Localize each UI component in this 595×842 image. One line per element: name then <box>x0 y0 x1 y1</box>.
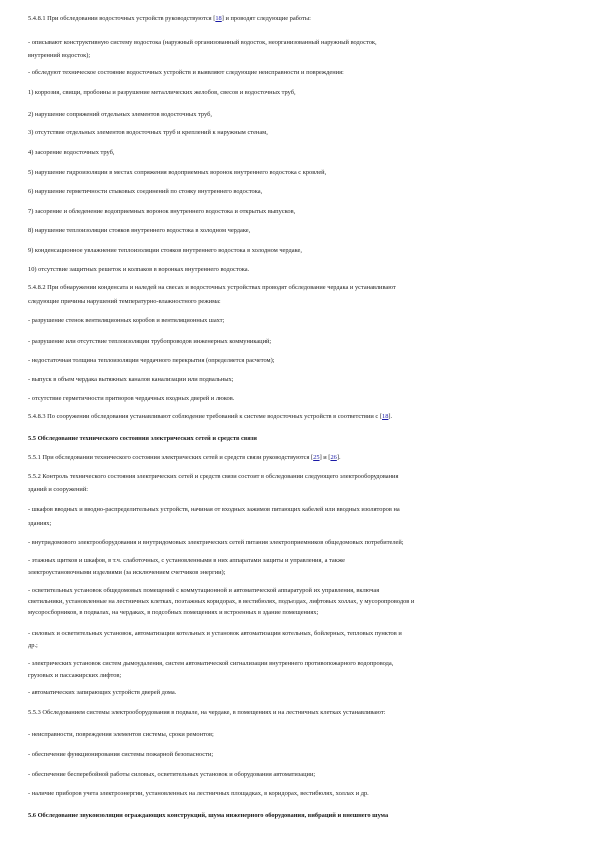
line-text: зданий и сооружений: <box>28 486 89 493</box>
reference-link[interactable]: 25 <box>313 454 320 461</box>
line-text: 5.5 Обследование технического состояния электрических сетей и средств связи <box>28 435 257 442</box>
line-text: - осветительных установок общедомовых помещений с коммутационной и автоматической аппаратурой их управления, включая <box>28 587 380 594</box>
paragraph-line <box>28 110 573 119</box>
line-text: 5.5.3 Обследованием системы электрооборудования в подвале, на чердаке, в помещениях и на лестничных клетках устанавливают: <box>28 709 386 716</box>
paragraph-line <box>28 770 573 779</box>
paragraph-line <box>28 394 573 403</box>
paragraph-line <box>28 38 573 47</box>
line-text: грузовых и пассажирских лифтов; <box>28 672 122 679</box>
line-text: 5) нарушение гидроизоляции в местах сопряжения водоприемных воронок внутреннего водостока с кровлей, <box>28 169 327 176</box>
line-text: - этажных щитков и шкафов, в т.ч. слаботочных, с установленными в них аппаратами защиты и управления, а также <box>28 557 346 564</box>
paragraph-line <box>28 472 573 481</box>
line-text: 6) нарушение герметичности стыковых соединений по стояку внутреннего водостока, <box>28 188 263 195</box>
line-text: др.; <box>28 642 38 649</box>
line-text: 1) коррозия, свищи, пробоины и разрушение металлических желобов, свесов и водосточных труб, <box>28 89 296 96</box>
line-text: - электрических установок систем дымоудаления, систем автоматической сигнализации внутреннего противопожарного водопровода, <box>28 660 394 667</box>
line-text: 4) засорение водосточных труб, <box>28 149 115 156</box>
paragraph-line <box>28 485 573 494</box>
paragraph-line <box>28 187 573 196</box>
line-text: 9) конденсационное увлажнение теплоизоляции стояков внутреннего водостока в холодном чердаке, <box>28 247 302 254</box>
line-text: - недостаточная толщина теплоизоляции чердачного перекрытия (определяется расчетом); <box>28 357 275 364</box>
paragraph-line <box>28 207 573 216</box>
line-text: - описывают конструктивную систему водостока (наружный организованный водосток, неорганизованный наружный водосток, <box>28 39 377 46</box>
paragraph-line <box>28 265 573 274</box>
line-text: 5.6 Обследование звукоизоляции ограждающих конструкций, шума инженерного оборудования, вибраций и внешнего шума <box>28 812 389 819</box>
line-text: мусоросборников, в подвалах, на чердаках, в подсобных помещениях и встроенных в здание помещениях; <box>28 609 319 616</box>
paragraph-line <box>28 629 573 638</box>
paragraph-line <box>28 283 573 292</box>
paragraph-line <box>28 14 573 23</box>
paragraph-line <box>28 730 573 739</box>
paragraph-line <box>28 356 573 365</box>
paragraph-line <box>28 641 573 650</box>
line-text: - силовых и осветительных установок, автоматизации котельных и установок автоматизации котельных, бойлерных, тепловых пунктов и <box>28 630 402 637</box>
paragraph-line <box>28 519 573 528</box>
line-text: - отсутствие герметичности притворов чердачных входных дверей и люков. <box>28 395 235 402</box>
paragraph-line <box>28 708 573 717</box>
line-text: 5.4.8.3 По сооружении обследования устанавливают соблюдение требований к системе водосточных устройств в соответствии с [ <box>28 413 382 420</box>
line-text: - разрушение стенок вентиляционных коробов и вентиляционных шахт; <box>28 317 225 324</box>
line-text: электроустановочными изделиями (за исключением счетчиков энергии); <box>28 569 226 576</box>
paragraph-line <box>28 412 573 421</box>
line-text: 2) нарушение сопряжений отдельных элементов водосточных труб, <box>28 111 212 118</box>
paragraph-line <box>28 226 573 235</box>
paragraph-line <box>28 597 573 606</box>
line-text: ] и [ <box>319 454 331 461</box>
paragraph-line <box>28 297 573 306</box>
paragraph-line <box>28 556 573 565</box>
paragraph-line <box>28 375 573 384</box>
line-text: - автоматических запирающих устройств дверей дома. <box>28 689 177 696</box>
paragraph-line <box>28 568 573 577</box>
line-text: - выпуск в объем чердака вытяжных каналов канализации или подвальных; <box>28 376 234 383</box>
section-heading <box>28 434 573 443</box>
line-text: - обеспечение функционирования системы пожарной безопасности; <box>28 751 214 758</box>
line-text: ]. <box>388 413 393 420</box>
reference-link[interactable]: 26 <box>330 454 337 461</box>
paragraph-line <box>28 453 573 462</box>
paragraph-line <box>28 505 573 514</box>
reference-link[interactable]: 18 <box>215 15 222 22</box>
section-heading <box>28 811 573 820</box>
paragraph-line <box>28 51 573 60</box>
line-text: светильники, установленные на лестничных клетках, поэтажных коридорах, в вестибюлях, подъездах, лифтовых холлах, у мусоропроводов и <box>28 598 415 605</box>
line-text: 5.5.2 Контроль технического состояния электрических сетей и средств связи состоит в обследовании следующего электрооборудования <box>28 473 399 480</box>
reference-link[interactable]: 18 <box>382 413 389 420</box>
paragraph-line <box>28 538 573 547</box>
paragraph-line <box>28 337 573 346</box>
line-text: зданиях; <box>28 520 52 527</box>
paragraph-line <box>28 148 573 157</box>
line-text: - разрушение или отсутствие теплоизоляции трубопроводов инженерных коммуникаций; <box>28 338 272 345</box>
paragraph-line <box>28 659 573 668</box>
line-text: - внутридомового электрооборудования и внутридомовых электрических сетей питания электроприемников общедомовых потребителей; <box>28 539 404 546</box>
paragraph-line <box>28 586 573 595</box>
line-text: ] и проводят следующие работы: <box>221 15 311 22</box>
line-text: 3) отсутствие отдельных элементов водосточных труб и креплений к наружным стенам, <box>28 129 268 136</box>
line-text: 10) отсутствие защитных решеток и колпаков в воронках внутреннего водостока. <box>28 266 250 273</box>
line-text: ]. <box>336 454 341 461</box>
line-text: 5.5.1 При обследовании технического состояния электрических сетей и средств связи руководствуются [ <box>28 454 314 461</box>
line-text: 5.4.8.1 При обследовании водосточных устройств руководствуются [ <box>28 15 216 22</box>
paragraph-line <box>28 168 573 177</box>
line-text: - неисправности, повреждения элементов системы, сроки ремонтов; <box>28 731 214 738</box>
line-text: 8) нарушение теплоизоляции стояков внутреннего водостока в холодном чердаке, <box>28 227 251 234</box>
paragraph-line <box>28 608 573 617</box>
paragraph-line <box>28 688 573 697</box>
paragraph-line <box>28 316 573 325</box>
line-text: - шкафов вводных и вводно-распределительных устройств, начиная от входных зажимов питающих кабелей или вводных изоляторов на <box>28 506 400 513</box>
paragraph-line <box>28 750 573 759</box>
line-text: следующие причины нарушений температурно-влажностного режима: <box>28 298 221 305</box>
paragraph-line <box>28 789 573 798</box>
paragraph-line <box>28 246 573 255</box>
paragraph-line <box>28 671 573 680</box>
line-text: 5.4.8.2 При обнаружении конденсата и наледей на свесах и водосточных устройствах проводят обследование чердака и устанавливают <box>28 284 396 291</box>
line-text: 7) засорение и обледенение водоприемных воронок внутреннего водостока и открытых выпусков, <box>28 208 296 215</box>
line-text: внутренний водосток); <box>28 52 91 59</box>
line-text: - наличие приборов учета электроэнергии, установленных на лестничных площадках, в коридорах, вестибюлях, холлах и др. <box>28 790 369 797</box>
paragraph-line <box>28 88 573 97</box>
line-text: - обследуют техническое состояние водосточных устройств и выявляют следующие неисправности и повреждения: <box>28 69 344 76</box>
paragraph-line <box>28 68 573 77</box>
line-text: - обеспечение бесперебойной работы силовых, осветительных установок и оборудования автоматизации; <box>28 771 316 778</box>
paragraph-line <box>28 128 573 137</box>
